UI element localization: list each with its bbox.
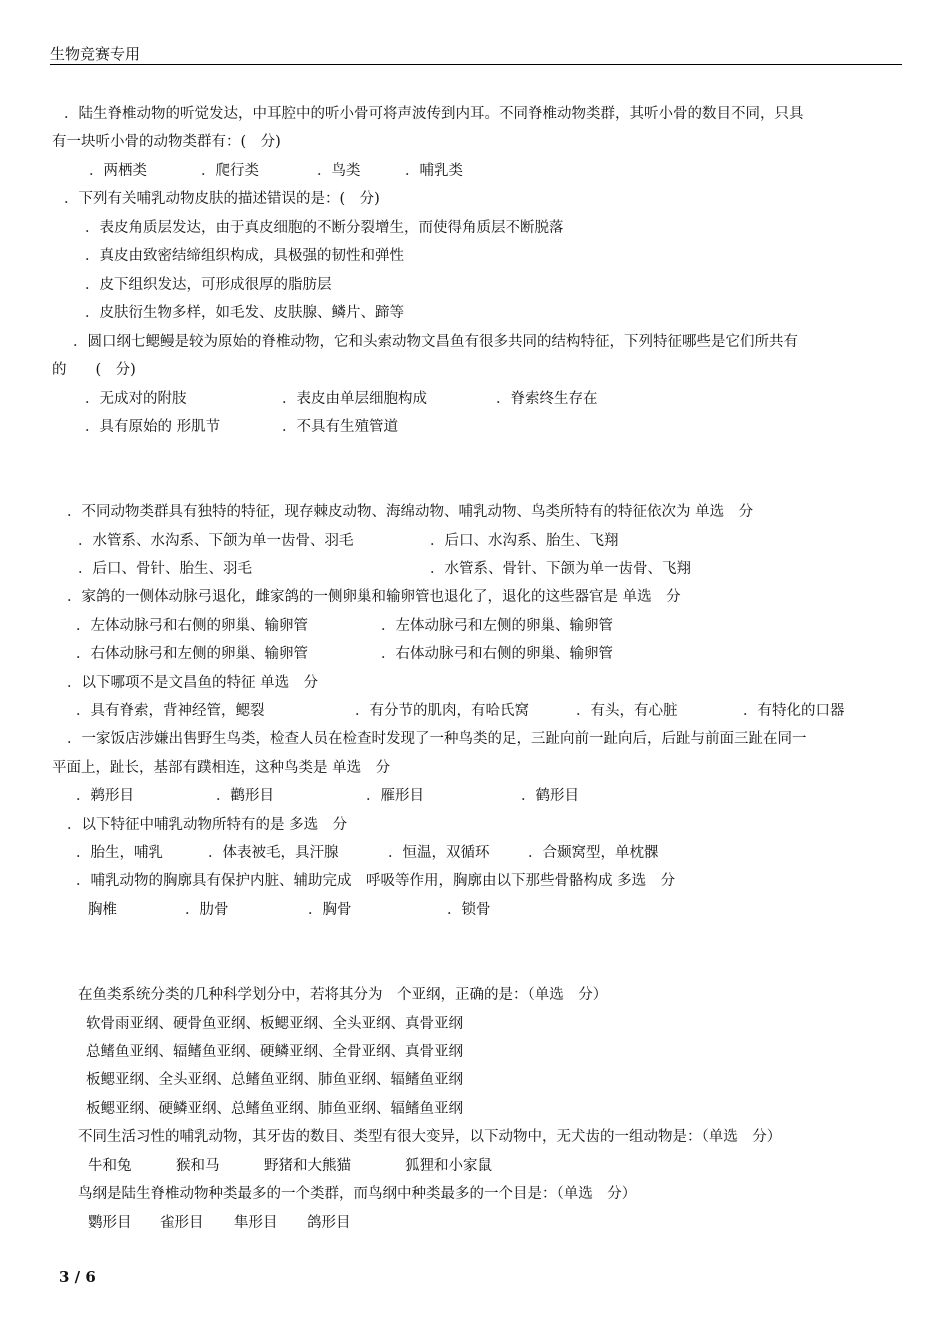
q12-option-c: 隼形目: [234, 1215, 278, 1231]
q4-option-a: ．水管系、水沟系、下颌为单一齿骨、羽毛: [78, 533, 354, 549]
q9-option-a: 胸椎: [88, 902, 117, 918]
page-header-title: 生物竞赛专用: [50, 45, 141, 63]
q10-stem: 在鱼类系统分类的几种科学划分中，若将其分为 个亚纲，正确的是：（单选 分）: [78, 987, 608, 1003]
q12-option-a: 鹦形目: [88, 1215, 132, 1231]
q3-option-e: ．不具有生殖管道: [282, 419, 398, 435]
q11-option-c: 野猪和大熊猫: [264, 1158, 351, 1174]
q10-option-c: 板鳃亚纲、全头亚纲、总鳍鱼亚纲、肺鱼亚纲、辐鳍鱼亚纲: [86, 1072, 463, 1088]
q2-option-a: ．表皮角质层发达，由于真皮细胞的不断分裂增生，而使得角质层不断脱落: [85, 220, 564, 236]
q8-option-c: ．恒温，双循环: [388, 845, 490, 861]
q11-option-d: 狐狸和小家鼠: [405, 1158, 492, 1174]
q7-option-c: ．雁形目: [366, 788, 424, 804]
q5-stem: ．家鸽的一侧体动脉弓退化，雌家鸽的一侧卵巢和输卵管也退化了，退化的这些器官是 单选 分: [67, 589, 681, 605]
q5-option-d: ．右体动脉弓和右侧的卵巢、输卵管: [381, 646, 613, 662]
q12-option-b: 雀形目: [160, 1215, 204, 1231]
q9-stem: ．哺乳动物的胸廓具有保护内脏、辅助完成 呼吸等作用，胸廓由以下那些骨骼构成 多选 分: [76, 873, 676, 889]
q5-option-a: ．左体动脉弓和右侧的卵巢、输卵管: [76, 618, 308, 634]
q1-option-c: ．鸟类: [317, 163, 361, 179]
header-divider: [50, 64, 902, 65]
page-number: 3 / 6: [59, 1268, 96, 1286]
q2-stem: ．下列有关哺乳动物皮肤的描述错误的是：( 分): [64, 191, 380, 207]
q10-option-b: 总鳍鱼亚纲、辐鳍鱼亚纲、硬鳞亚纲、全骨亚纲、真骨亚纲: [86, 1044, 463, 1060]
q7-stem-line2: 平面上，趾长，基部有蹼相连，这种鸟类是 单选 分: [52, 760, 391, 776]
q7-option-a: ．鹈形目: [76, 788, 134, 804]
q10-option-d: 板鳃亚纲、硬鳞亚纲、总鳍鱼亚纲、肺鱼亚纲、辐鳍鱼亚纲: [86, 1101, 463, 1117]
q6-stem: ．以下哪项不是文昌鱼的特征 单选 分: [67, 675, 319, 691]
q2-option-d: ．皮肤衍生物多样，如毛发、皮肤腺、鳞片、蹄等: [85, 305, 404, 321]
q8-stem: ．以下特征中哺乳动物所特有的是 多选 分: [67, 817, 348, 833]
q4-stem: ．不同动物类群具有独特的特征，现存棘皮动物、海绵动物、哺乳动物、鸟类所特有的特征依次为 单选 分: [67, 504, 754, 520]
q3-stem-line1: ．圆口纲七鳃鳗是较为原始的脊椎动物，它和头索动物文昌鱼有很多共同的结构特征，下列特征哪些是它们所共有: [73, 334, 798, 350]
q6-option-a: ．具有脊索，背神经管，鳃裂: [76, 703, 265, 719]
q4-option-d: ．水管系、骨针、下颌为单一齿骨、飞翔: [430, 561, 691, 577]
q6-option-b: ．有分节的肌肉，有哈氏窝: [355, 703, 529, 719]
q6-option-d: ．有特化的口器: [743, 703, 845, 719]
q12-option-d: 鸽形目: [307, 1215, 351, 1231]
q7-option-d: ．鹤形目: [521, 788, 579, 804]
q9-option-d: ．锁骨: [447, 902, 491, 918]
q6-option-c: ．有头，有心脏: [576, 703, 678, 719]
q5-option-b: ．左体动脉弓和左侧的卵巢、输卵管: [381, 618, 613, 634]
q3-option-c: ．脊索终生存在: [496, 391, 598, 407]
q9-option-c: ．胸骨: [308, 902, 352, 918]
q2-option-c: ．皮下组织发达，可形成很厚的脂肪层: [85, 277, 332, 293]
q3-stem-line2: 的 ( 分): [52, 362, 136, 378]
q1-option-d: ．哺乳类: [405, 163, 463, 179]
q5-option-c: ．右体动脉弓和左侧的卵巢、输卵管: [76, 646, 308, 662]
q11-option-b: 猴和马: [176, 1158, 220, 1174]
q1-option-a: ．两栖类: [89, 163, 147, 179]
q9-option-b: ．肋骨: [185, 902, 229, 918]
q8-option-a: ．胎生，哺乳: [76, 845, 163, 861]
q4-option-c: ．后口、骨针、胎生、羽毛: [78, 561, 252, 577]
q4-option-b: ．后口、水沟系、胎生、飞翔: [430, 533, 619, 549]
q1-option-b: ．爬行类: [201, 163, 259, 179]
q11-option-a: 牛和兔: [88, 1158, 132, 1174]
q8-option-d: ．合颞窝型，单枕髁: [528, 845, 659, 861]
q3-option-d: ．具有原始的 形肌节: [85, 419, 221, 435]
q11-stem: 不同生活习性的哺乳动物，其牙齿的数目、类型有很大变异，以下动物中，无犬齿的一组动物是：（单选 分）: [78, 1129, 782, 1145]
q10-option-a: 软骨雨亚纲、硬骨鱼亚纲、板鳃亚纲、全头亚纲、真骨亚纲: [86, 1016, 463, 1032]
q7-option-b: ．鹳形目: [216, 788, 274, 804]
q3-option-b: ．表皮由单层细胞构成: [282, 391, 427, 407]
q8-option-b: ．体表被毛，具汗腺: [208, 845, 339, 861]
q2-option-b: ．真皮由致密结缔组织构成，具极强的韧性和弹性: [85, 248, 404, 264]
q12-stem: 鸟纲是陆生脊椎动物种类最多的一个类群，而鸟纲中种类最多的一个目是：（单选 分）: [78, 1186, 637, 1202]
q1-stem-line2: 有一块听小骨的动物类群有：( 分): [52, 134, 281, 150]
q1-stem-line1: ．陆生脊椎动物的听觉发达，中耳腔中的听小骨可将声波传到内耳。不同脊椎动物类群，其听小骨的数目不同，只具: [64, 106, 804, 122]
q3-option-a: ．无成对的附肢: [85, 391, 187, 407]
q7-stem-line1: ．一家饭店涉嫌出售野生鸟类，检查人员在检查时发现了一种鸟类的足，三趾向前一趾向后，后趾与前面三趾在同一: [67, 731, 807, 747]
